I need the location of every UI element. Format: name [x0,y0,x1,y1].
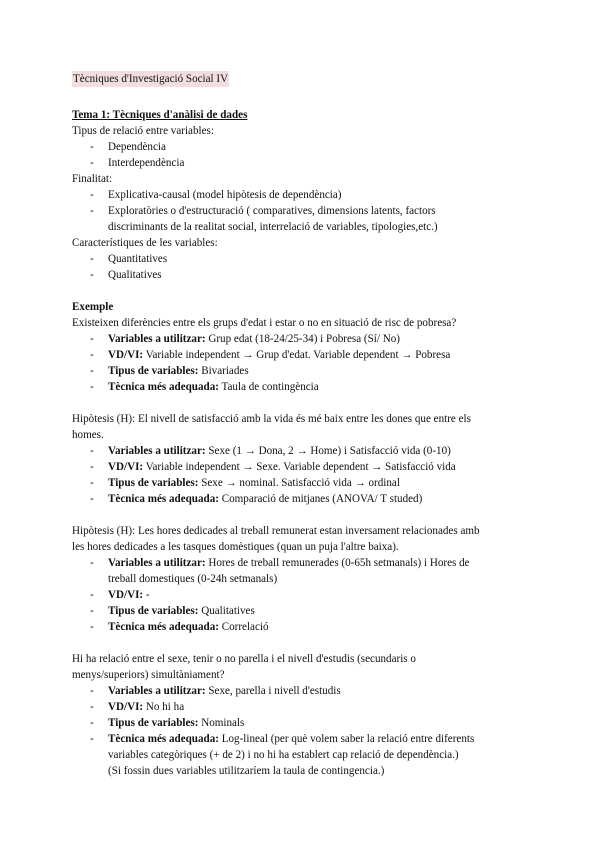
item-line [108,555,532,571]
relation-label: Tipus de relació entre variables: [72,125,214,137]
list-item: - Dependència [72,139,532,155]
item-label: VD/VI: [108,589,144,601]
hypothesis-3-line: menys/superiors) simultàniament? [72,669,225,681]
hypothesis-1-list [72,443,532,507]
list-item [72,683,532,699]
course-title: Tècniques d'Investigació Social IV [73,73,229,85]
relation-list [72,139,532,171]
item-line: (Si fossin dues variables utilitzaríem la taula de contingencia.) [108,765,385,777]
item-value: Grup edat (18-24/25-34) i Pobresa (Sí/ No) [205,333,400,345]
list-item [72,363,532,379]
item-value: - [143,589,150,601]
list-item [72,331,532,347]
item-value: Qualitatives [198,605,255,617]
item-value: Sexe → nominal. Satisfacció vida → ordinal [198,477,400,489]
list-item [72,715,532,731]
hypothesis-2-line: Hipòtesis (H): Les hores dedicades al treball remunerat estan inversament relacionades amb [72,525,480,537]
document-page [72,71,532,779]
item-label: Variables a utilitzar: [108,557,206,569]
list-item [72,699,532,715]
list-item [72,347,532,363]
item-value: Log-lineal (per què volem saber la relació entre diferents [218,733,475,745]
topic-title: Tema 1: Tècniques d'anàlisi de dades [72,109,248,121]
item-value: Sexe (1 → Dona, 2 → Home) i Satisfacció vida (0-10) [205,445,451,457]
list-item [72,491,532,507]
item-value: Nominals [198,717,245,729]
item-label: Tècnica més adequada: [108,381,219,393]
item-value: Variable independent → Sexe. Variable dependent → Satisfacció vida [143,461,456,473]
item-value: Variable independent → Grup d'edat. Variable dependent → Pobresa [143,349,451,361]
item-label: Tècnica més adequada: [108,733,219,745]
list-item [72,443,532,459]
list-item: - Quantitatives [72,251,532,267]
list-item: - Interdependència [72,155,532,171]
example-list [72,331,532,395]
list-item [72,203,532,235]
item-line [108,731,532,747]
item-label: Variables a utilitzar: [108,685,206,697]
hypothesis-1-line: Hipòtesis (H): El nivell de satisfacció amb la vida és mé baix entre les dones que entre els [72,413,471,425]
list-item [72,555,532,587]
list-item [72,731,532,779]
item-line: variables categòriques (+ de 2) i no hi ha establert cap relació de dependència.) [108,749,459,761]
list-item [72,187,532,203]
purpose-list [72,187,532,235]
item-label: Variables a utilitzar: [108,445,206,457]
list-item: - Qualitatives [72,267,532,283]
item-value: No hi ha [143,701,185,713]
purpose-item-line: - Exploratòries o d'estructuració ( comparatives, dimensions latents, factors [108,205,436,217]
example-question: Existeixen diferències entre els grups d'edat i estar o no en situació de risc de pobresa? [72,317,457,329]
example-heading: Exemple [72,301,114,313]
item-value: Hores de treball remunerades (0-65h setmanals) i Hores de [205,557,470,569]
item-label: VD/VI: [108,461,144,473]
item-label: Tipus de variables: [108,477,199,489]
list-item [72,475,532,491]
hypothesis-3-line: Hi ha relació entre el sexe, tenir o no parella i el nivell d'estudis (secundaris o [72,653,416,665]
item-value: Correlació [218,621,269,633]
item-line: treball domestiques (0-24h setmanals) [108,573,278,585]
item-value: Bivariades [198,365,249,377]
purpose-label: Finalitat: [72,173,113,185]
item-value: Sexe, parella i nivell d'estudis [205,685,341,697]
hypothesis-2-list [72,555,532,635]
characteristics-label: Característiques de les variables: [72,237,218,249]
characteristics-list [72,251,532,283]
item-label: VD/VI: [108,349,144,361]
list-item [72,603,532,619]
list-item [72,379,532,395]
item-label: Tècnica més adequada: [108,621,219,633]
hypothesis-1-line: homes. [72,429,104,441]
item-value: Comparació de mitjanes (ANOVA/ T studed) [218,493,423,505]
item-label: VD/VI: [108,701,144,713]
purpose-item-line: discriminants de la realitat social, interrelació de variables, tipologies,etc.) [108,221,438,233]
list-item [72,619,532,635]
item-label: Tècnica més adequada: [108,493,219,505]
item-label: Tipus de variables: [108,605,199,617]
hypothesis-2-line: les hores dedicades a les tasques domèstiques (quan un puja l'altre baixa). [72,541,399,553]
item-value: Taula de contingència [218,381,319,393]
item-label: Variables a utilitzar: [108,333,206,345]
purpose-item-text: Explicativa-causal (model hipòtesis de dependència) [108,189,342,201]
list-item [72,459,532,475]
item-label: Tipus de variables: [108,365,199,377]
hypothesis-3-list [72,683,532,779]
list-item [72,587,532,603]
item-label: Tipus de variables: [108,717,199,729]
